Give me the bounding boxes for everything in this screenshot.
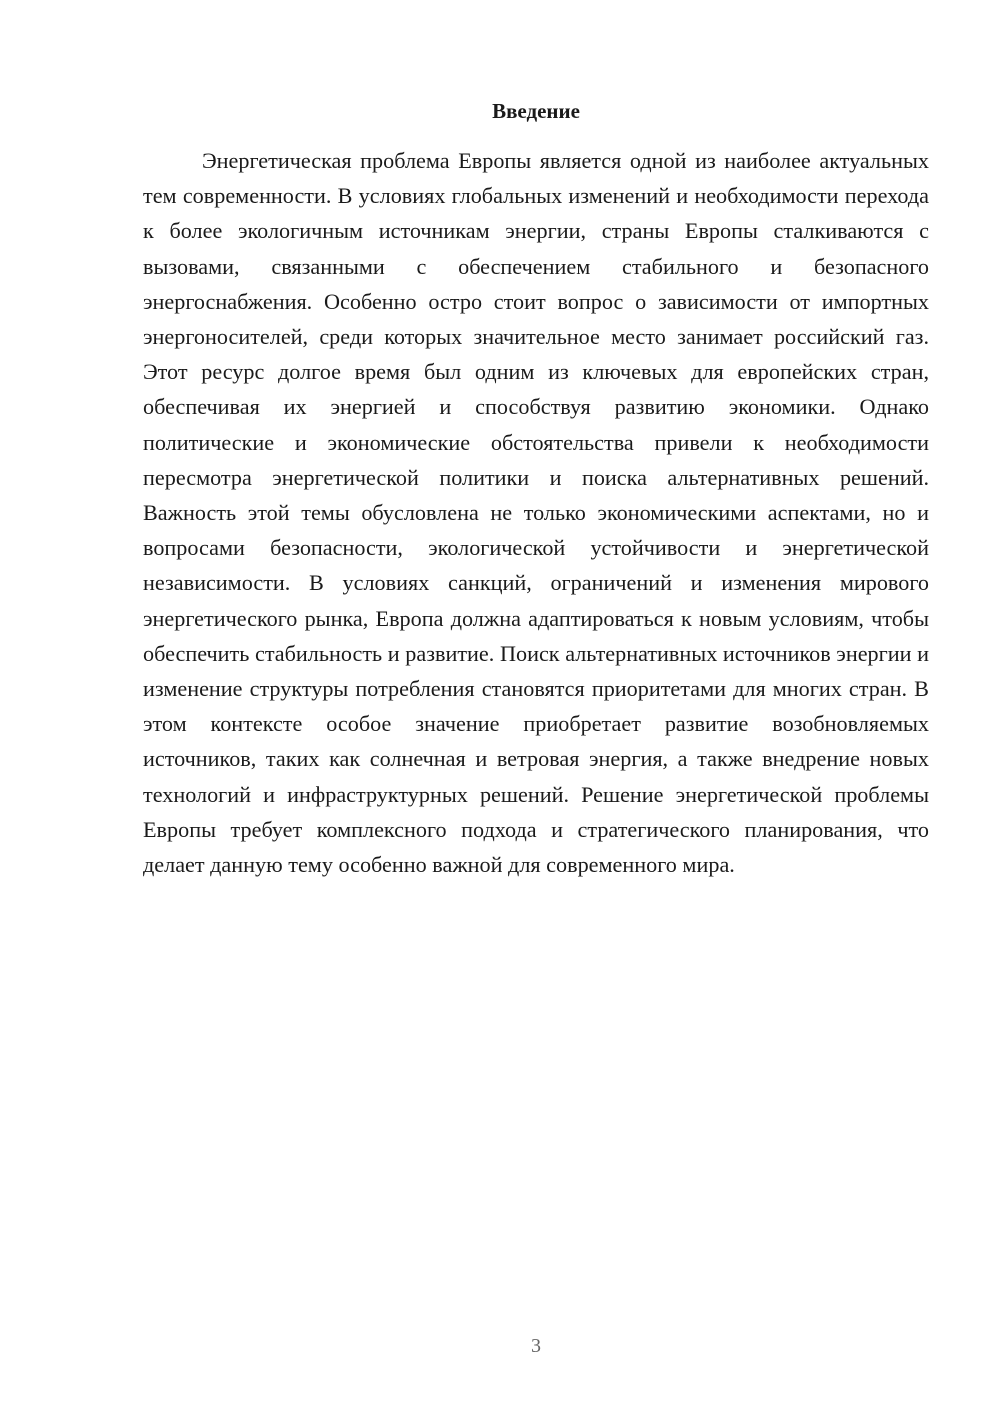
body-paragraph: Энергетическая проблема Европы является одной из наиболее актуальных тем современности. В условиях глобальных изменений и необходимости перехода к более экологичным источникам энергии, страны Европы сталкиваются с вызовами, связанными с обеспечением стабильного и безопасного энергоснабжения. Особенно остро стоит вопрос о зависимости от импортных энергоносителей, среди которых значительное место занимает российский газ. Этот ресурс долгое время был одним из ключевых для европейских стран, обеспечивая их энергией и способствуя развитию экономики. Однако политические и экономические обстоятельства привели к необходимости пересмотра энергетической политики и поиска альтернативных решений. Важность этой темы обусловлена не только экономическими аспектами, но и вопросами безопасности, экологической устойчивости и энергетической независимости. В условиях санкций, ограничений и изменения мирового энергетического рынка, Европа должна адаптироваться к новым условиям, чтобы обеспечить стабильность и развитие. Поиск альтернативных источников энергии и изменение структуры потребления становятся приоритетами для многих стран. В этом контексте особое значение приобретает развитие возобновляемых источников, таких как солнечная и ветровая энергия, а также внедрение новых технологий и инфраструктурных решений. Решение энергетической проблемы Европы требует комплексного подхода и стратегического планирования, что делает данную тему особенно важной для современного мира. xyxy=(143,148,929,878)
section-heading: Введение xyxy=(492,99,580,123)
page-number: 3 xyxy=(531,1335,541,1357)
